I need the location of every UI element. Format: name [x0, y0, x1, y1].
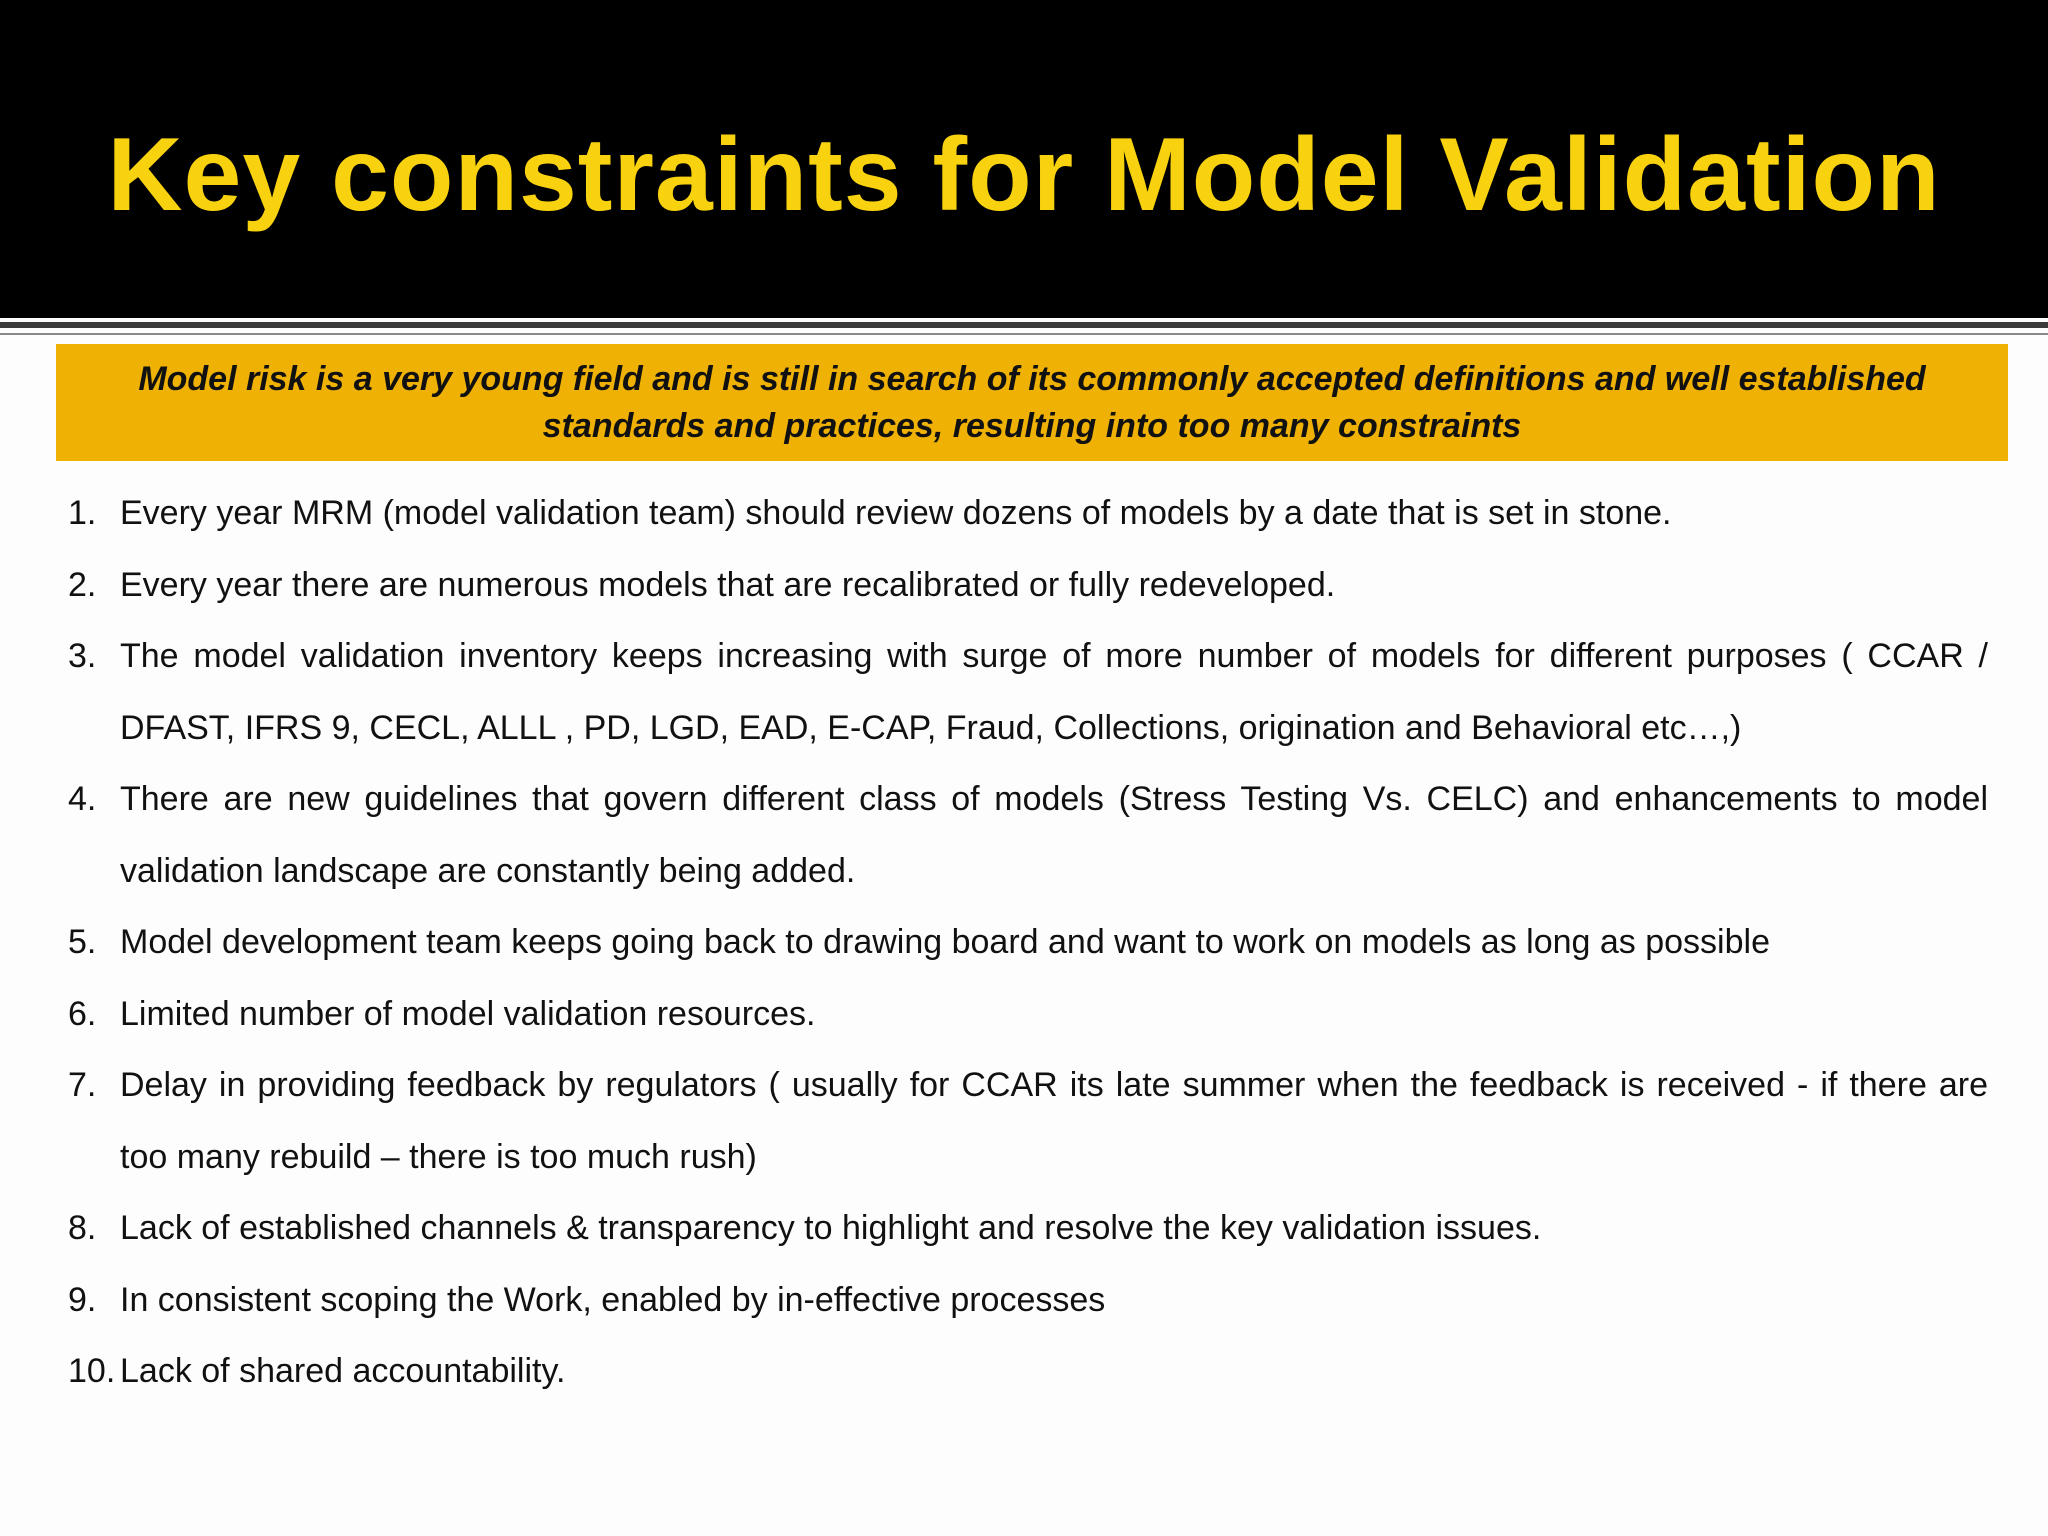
list-item-number: 9. — [68, 1280, 97, 1319]
list-item-number: 8. — [68, 1209, 97, 1247]
list-item-text: There are new guidelines that govern different class of models (Stress Testing Vs. CELC) and enhancements to model validation landscape are constantly being added. — [120, 780, 1988, 890]
list-item-text: Every year MRM (model validation team) should review dozens of models by a date that is set in stone. — [120, 494, 1672, 532]
list-item-text: Model development team keeps going back to drawing board and want to work on models as long as possible — [120, 923, 1770, 961]
slide-title: Key constraints for Model Validation — [107, 117, 1941, 233]
callout-box — [56, 344, 2008, 461]
list-item-text: Delay in providing feedback by regulators ( usually for CCAR its late summer when the feedback is received - if there are too many rebuild – there is too much rush) — [120, 1066, 1988, 1176]
list-item-text: The model validation inventory keeps increasing with surge of more number of models for different purposes ( CCAR / DFAST, IFRS 9, CECL, ALLL , PD, LGD, EAD, E-CAP, Fraud, Collections, origination and Behavioral etc…,) — [120, 637, 1988, 747]
list-item-number: 5. — [68, 923, 97, 961]
list-item — [68, 1265, 1988, 1337]
list-item — [68, 764, 1988, 907]
list-item-number: 6. — [68, 994, 97, 1033]
title-divider — [0, 322, 2048, 328]
list-item-number: 10. — [68, 1352, 116, 1390]
list-item-text: Every year there are numerous models that are recalibrated or fully redeveloped. — [120, 565, 1336, 604]
list-item-text: Limited number of model validation resources. — [120, 994, 816, 1033]
list-item-text: Lack of established channels & transparency to highlight and resolve the key validation issues. — [120, 1209, 1542, 1247]
list-item-number: 3. — [68, 637, 97, 675]
list-item — [68, 1336, 1988, 1408]
constraints-list — [68, 478, 1988, 1408]
list-item — [68, 1050, 1988, 1193]
title-divider-thin — [0, 333, 2048, 335]
list-item — [68, 621, 1988, 764]
list-item-number: 2. — [68, 565, 97, 604]
list-item — [68, 550, 1988, 622]
list-item-text: Lack of shared accountability. — [120, 1352, 566, 1390]
list-item — [68, 478, 1988, 550]
list-item-number: 1. — [68, 494, 97, 532]
callout-text: Model risk is a very young field and is still in search of its commonly accepted definitions and well established standards and practices, resulting into too many constraints — [138, 359, 1926, 445]
list-item-number: 7. — [68, 1066, 97, 1104]
list-item — [68, 1193, 1988, 1265]
list-item — [68, 979, 1988, 1051]
list-item-number: 4. — [68, 780, 97, 818]
list-item-text: In consistent scoping the Work, enabled by in-effective processes — [120, 1280, 1106, 1319]
list-item — [68, 907, 1988, 979]
title-band — [0, 0, 2048, 318]
